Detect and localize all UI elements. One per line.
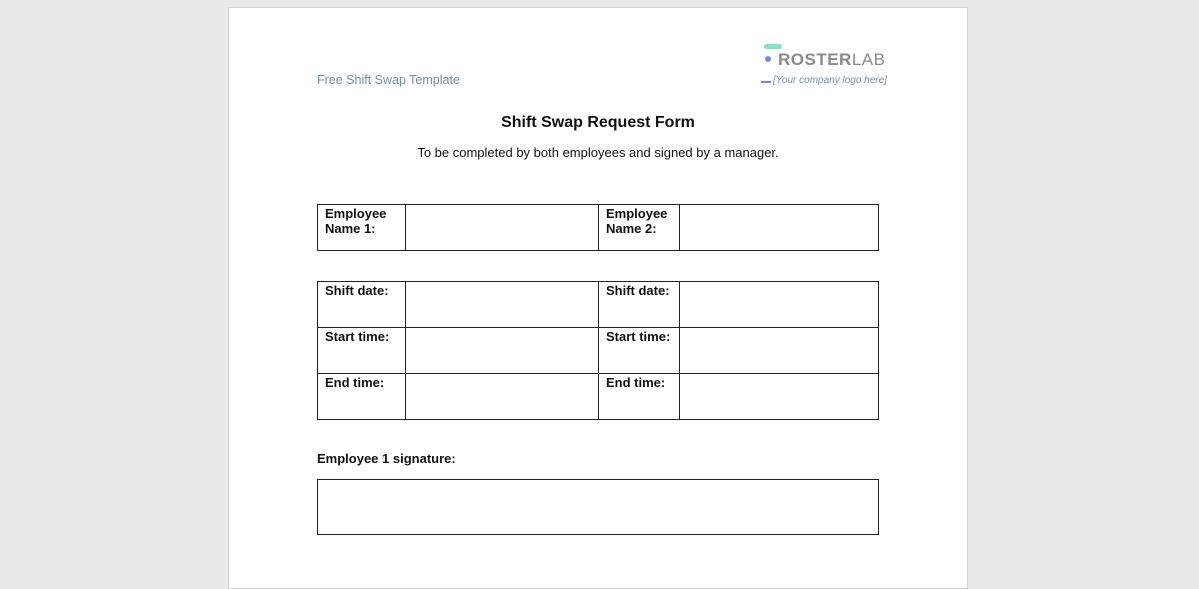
shift-date-field-1[interactable]: [406, 282, 599, 328]
name2-field[interactable]: [680, 205, 879, 251]
start-time-field-1[interactable]: [406, 328, 599, 374]
logo-bar-icon: [764, 44, 782, 49]
document-page: [228, 7, 968, 589]
logo-text-bold: ROSTER: [778, 50, 852, 69]
name2-label: Employee Name 2:: [599, 205, 680, 251]
end-time-field-1[interactable]: [406, 374, 599, 420]
end-time-label-1: End time:: [318, 374, 406, 420]
rosterlab-logo: [764, 43, 884, 73]
form-title: Shift Swap Request Form: [501, 114, 695, 131]
names-table: [317, 204, 879, 251]
logo-dot-icon: [765, 56, 771, 62]
end-time-field-2[interactable]: [680, 374, 879, 420]
form-subtitle: To be completed by both employees and signed by a manager.: [417, 145, 779, 160]
start-time-label-1: Start time:: [318, 328, 406, 374]
template-label: Free Shift Swap Template: [317, 73, 460, 87]
shift-table: [317, 281, 879, 420]
shift-date-label-1: Shift date:: [318, 282, 406, 328]
signature-label: Employee 1 signature:: [317, 451, 456, 466]
start-time-field-2[interactable]: [680, 328, 879, 374]
logo-placeholder: [761, 75, 887, 86]
logo-text-light: LAB: [851, 50, 886, 69]
start-time-label-2: Start time:: [599, 328, 680, 374]
logo-placeholder-text: [Your company logo here]: [773, 75, 887, 86]
name1-label: Employee Name 1:: [318, 205, 406, 251]
end-time-label-2: End time:: [599, 374, 680, 420]
shift-date-field-2[interactable]: [680, 282, 879, 328]
signature-field[interactable]: [317, 479, 879, 535]
name1-field[interactable]: [406, 205, 599, 251]
shift-date-label-2: Shift date:: [599, 282, 680, 328]
